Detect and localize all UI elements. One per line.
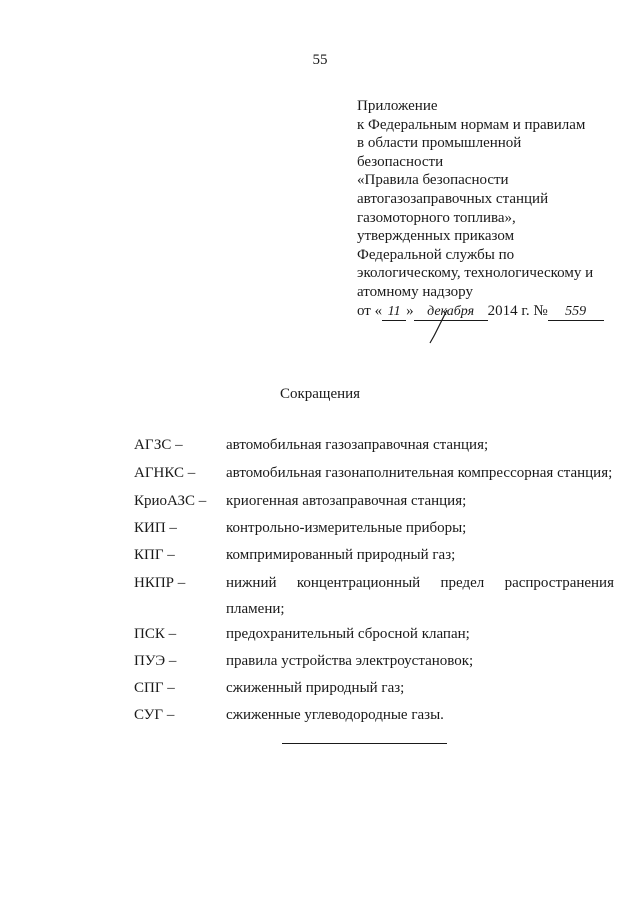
abbreviation-term: ПУЭ – (134, 653, 177, 669)
handwritten-month: декабря (414, 304, 488, 321)
date-prefix: от « (357, 302, 383, 319)
abbreviation-definition: автомобильная газозаправочная станция; (226, 437, 489, 453)
page-number: 55 (312, 52, 328, 68)
appendix-line: автогазозаправочных станций (357, 190, 549, 207)
abbreviation-definition-continuation: пламени; (226, 601, 285, 617)
handwritten-order-number: 559 (548, 304, 604, 321)
abbreviation-term: НКПР – (134, 575, 186, 591)
abbreviation-definition: правила устройства электроустановок; (226, 653, 474, 669)
abbreviation-definition: автомобильная газонаполнительная компрессорная станция; (226, 465, 613, 481)
appendix-line: Федеральной службы по (357, 246, 515, 263)
date-mid: » (406, 302, 414, 319)
appendix-line: утвержденных приказом (357, 228, 515, 245)
abbreviation-definition: криогенная автозаправочная станция; (226, 493, 467, 509)
handwritten-day: 11 (382, 304, 406, 321)
abbreviation-term: ПСК – (134, 626, 177, 642)
abbreviation-term: АГЗС – (134, 437, 183, 453)
abbreviation-definition: компримированный природный газ; (226, 547, 456, 563)
abbreviation-term: КриоАЗС – (134, 493, 207, 509)
abbreviation-definition: контрольно-измерительные приборы; (226, 520, 467, 536)
abbreviation-definition: сжиженный природный газ; (226, 680, 405, 696)
appendix-line: в области промышленной (357, 135, 522, 152)
section-title: Сокращения (279, 386, 361, 402)
appendix-line: экологическому, технологическому и (357, 265, 594, 282)
appendix-header (357, 97, 627, 321)
abbreviation-definition: предохранительный сбросной клапан; (226, 626, 470, 642)
handwriting-stroke-mark (427, 308, 453, 344)
end-rule-divider (282, 743, 447, 744)
abbreviation-term: АГНКС – (134, 465, 196, 481)
appendix-line: «Правила безопасности (357, 172, 509, 189)
abbreviation-term: КИП – (134, 520, 177, 536)
abbreviation-definition: сжиженные углеводородные газы. (226, 707, 444, 723)
appendix-line: безопасности (357, 153, 444, 170)
abbreviation-term: КПГ – (134, 547, 175, 563)
appendix-line: атомному надзору (357, 283, 473, 300)
abbreviation-definition: нижний концентрационный предел распространения (226, 575, 614, 591)
appendix-line: к Федеральным нормам и правилам (357, 116, 586, 133)
order-date-line (357, 302, 627, 321)
abbreviation-term: СПГ – (134, 680, 175, 696)
abbreviation-term: СУГ – (134, 707, 175, 723)
year-text: 2014 г. № (487, 302, 548, 319)
appendix-line: Приложение (357, 98, 438, 114)
appendix-line: газомоторного топлива», (357, 209, 516, 226)
